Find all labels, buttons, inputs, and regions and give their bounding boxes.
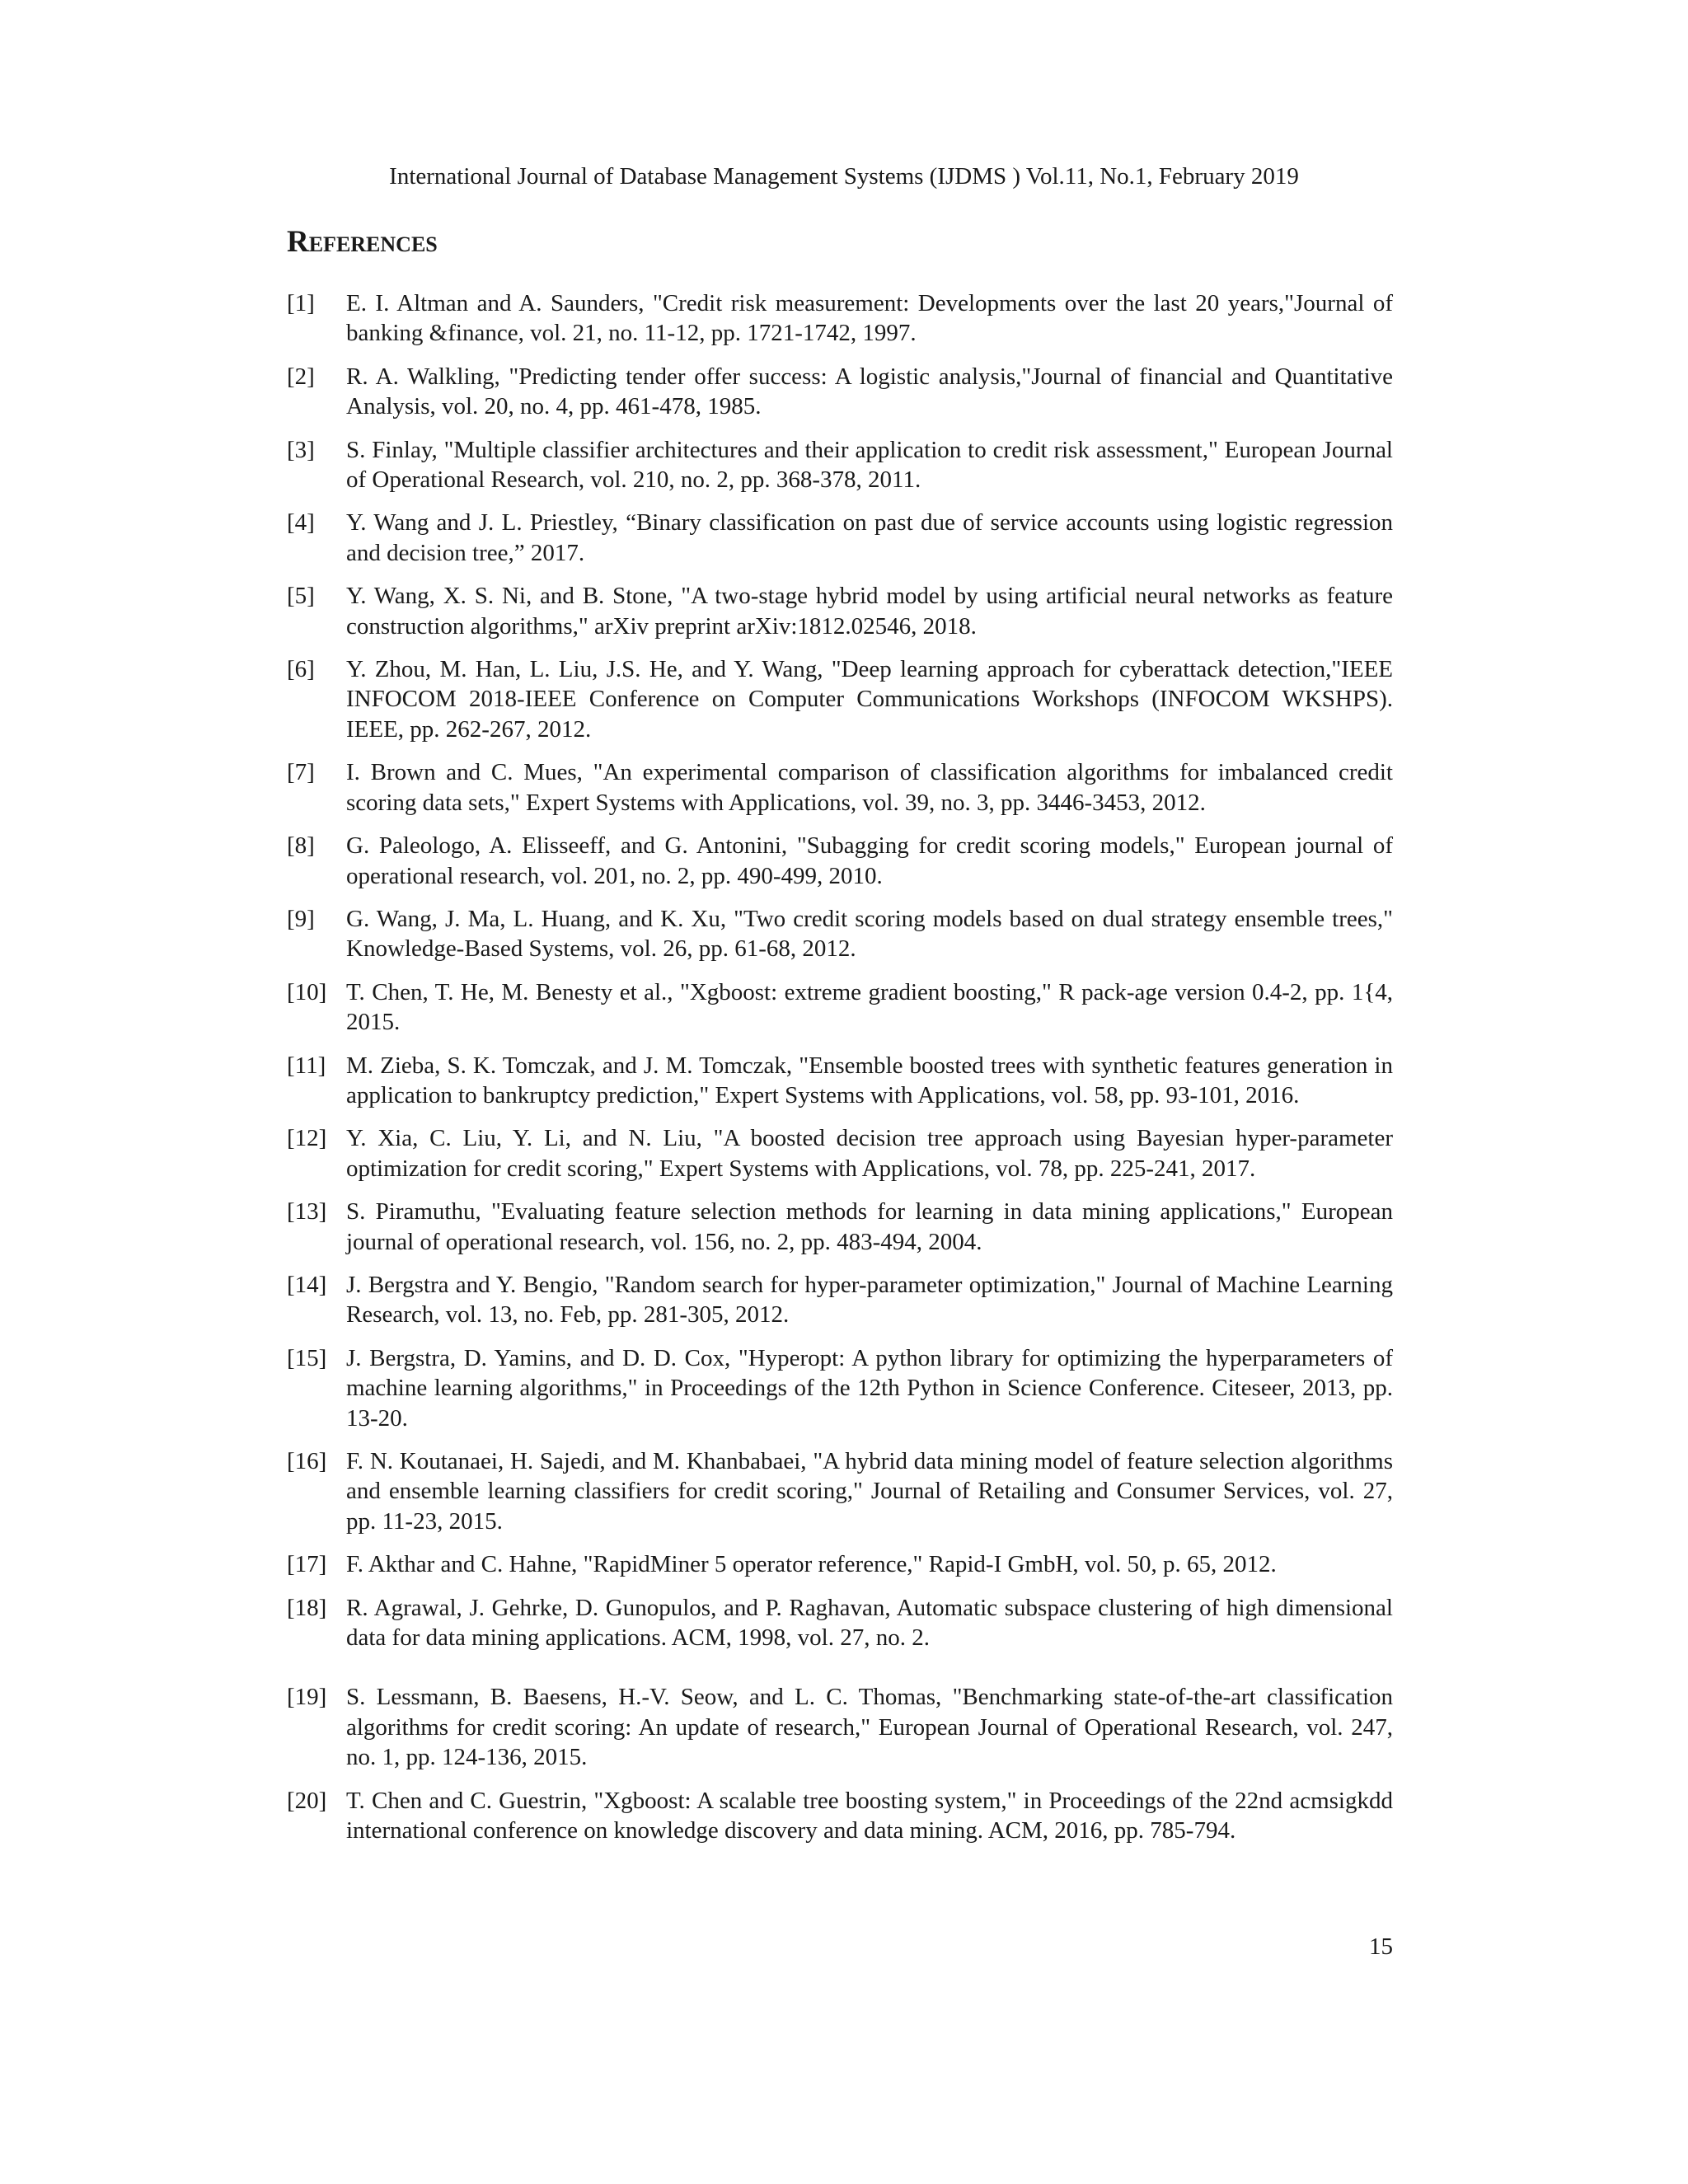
reference-text: T. Chen, T. He, M. Benesty et al., "Xgboost: extreme gradient boosting," R pack-age version 0.4-2, pp. 1{4, 2015. <box>346 978 1393 1036</box>
reference-item <box>287 288 1393 349</box>
reference-text: F. N. Koutanaei, H. Sajedi, and M. Khanbabaei, "A hybrid data mining model of feature selection algorithms and ensemble learning classifiers for credit scoring," Journal of Retailing and Consumer Services, vol. 27, pp. 11-23, 2015. <box>346 1448 1393 1535</box>
reference-item <box>287 904 1393 964</box>
reference-item <box>287 1682 1393 1772</box>
reference-number: [7] <box>287 759 315 786</box>
reference-number: [18] <box>287 1594 327 1621</box>
reference-item <box>287 581 1393 641</box>
reference-text: Y. Xia, C. Liu, Y. Li, and N. Liu, "A boosted decision tree approach using Bayesian hyper-parameter optimization for credit scoring," Expert Systems with Applications, vol. 78, pp. 225-241, 2017. <box>346 1125 1393 1182</box>
reference-item <box>287 831 1393 891</box>
reference-item <box>287 1123 1393 1183</box>
reference-number: [5] <box>287 583 315 610</box>
reference-text: Y. Wang and J. L. Priestley, “Binary classification on past due of service accounts using logistic regression and decision tree,” 2017. <box>346 509 1393 566</box>
reference-item <box>287 435 1393 495</box>
reference-number: [4] <box>287 509 315 537</box>
reference-item <box>287 654 1393 744</box>
reference-number: [13] <box>287 1198 327 1226</box>
reference-text: S. Piramuthu, "Evaluating feature selection methods for learning in data mining applications," European journal of operational research, vol. 156, no. 2, pp. 483-494, 2004. <box>346 1198 1393 1255</box>
reference-text: S. Lessmann, B. Baesens, H.-V. Seow, and L. C. Thomas, "Benchmarking state-of-the-art classification algorithms for credit scoring: An update of research," European Journal of Operational Research, vol. 247, no. 1, pp. 124-136, 2015. <box>346 1684 1393 1771</box>
page-number: 15 <box>1369 1933 1393 1960</box>
reference-text: R. A. Walkling, "Predicting tender offer success: A logistic analysis,"Journal of financial and Quantitative Analysis, vol. 20, no. 4, pp. 461-478, 1985. <box>346 363 1393 420</box>
reference-number: [15] <box>287 1344 327 1371</box>
reference-number: [20] <box>287 1787 327 1814</box>
reference-item <box>287 1593 1393 1653</box>
reference-item <box>287 1051 1393 1111</box>
reference-number: [6] <box>287 656 315 683</box>
reference-text: Y. Zhou, M. Han, L. Liu, J.S. He, and Y. Wang, "Deep learning approach for cyberattack detection,"IEEE INFOCOM 2018-IEEE Conference on Computer Communications Workshops (INFOCOM WKSHPS). IEEE, pp. 262-267, 2012. <box>346 656 1393 743</box>
reference-number: [8] <box>287 832 315 860</box>
reference-text: S. Finlay, "Multiple classifier architectures and their application to credit risk assessment," European Journal of Operational Research, vol. 210, no. 2, pp. 368-378, 2011. <box>346 436 1393 494</box>
reference-text: J. Bergstra, D. Yamins, and D. D. Cox, "Hyperopt: A python library for optimizing the hyperparameters of machine learning algorithms," in Proceedings of the 12th Python in Science Conference. Citeseer, 2013, pp. 13-20. <box>346 1344 1393 1432</box>
reference-item <box>287 1446 1393 1536</box>
reference-number: [16] <box>287 1448 327 1474</box>
reference-number: [2] <box>287 363 315 390</box>
reference-item <box>287 1270 1393 1330</box>
reference-number: [12] <box>287 1125 327 1152</box>
running-header: International Journal of Database Management Systems (IJDMS ) Vol.11, No.1, February 2019 <box>389 163 1299 190</box>
reference-number: [17] <box>287 1551 327 1578</box>
reference-text: R. Agrawal, J. Gehrke, D. Gunopulos, and P. Raghavan, Automatic subspace clustering of high dimensional data for data mining applications. ACM, 1998, vol. 27, no. 2. <box>346 1594 1393 1652</box>
reference-text: E. I. Altman and A. Saunders, "Credit risk measurement: Developments over the last 20 years,"Journal of banking &finance, vol. 21, no. 11-12, pp. 1721-1742, 1997. <box>346 290 1393 347</box>
reference-item <box>287 1197 1393 1257</box>
reference-number: [14] <box>287 1271 327 1298</box>
reference-text: Y. Wang, X. S. Ni, and B. Stone, "A two-stage hybrid model by using artificial neural networks as feature construction algorithms," arXiv preprint arXiv:1812.02546, 2018. <box>346 583 1393 640</box>
reference-number: [1] <box>287 290 315 316</box>
reference-number: [19] <box>287 1684 327 1711</box>
reference-text: F. Akthar and C. Hahne, "RapidMiner 5 operator reference," Rapid-I GmbH, vol. 50, p. 65, 2012. <box>346 1551 1277 1578</box>
reference-text: M. Zieba, S. K. Tomczak, and J. M. Tomczak, "Ensemble boosted trees with synthetic features generation in application to bankruptcy prediction," Expert Systems with Applications, vol. 58, pp. 93-101, 2016. <box>346 1052 1393 1108</box>
reference-item <box>287 362 1393 422</box>
reference-number: [11] <box>287 1052 326 1079</box>
reference-item <box>287 1343 1393 1433</box>
reference-item <box>287 757 1393 818</box>
reference-item <box>287 1786 1393 1846</box>
reference-item <box>287 508 1393 568</box>
reference-number: [9] <box>287 905 315 932</box>
reference-text: G. Paleologo, A. Elisseeff, and G. Antonini, "Subagging for credit scoring models," European journal of operational research, vol. 201, no. 2, pp. 490-499, 2010. <box>346 832 1393 889</box>
reference-text: G. Wang, J. Ma, L. Huang, and K. Xu, "Two credit scoring models based on dual strategy ensemble trees," Knowledge-Based Systems, vol. 26, pp. 61-68, 2012. <box>346 905 1393 963</box>
reference-item <box>287 1549 1393 1579</box>
reference-text: T. Chen and C. Guestrin, "Xgboost: A scalable tree boosting system," in Proceedings of the 22nd acmsigkdd international conference on knowledge discovery and data mining. ACM, 2016, pp. 785-794. <box>346 1787 1393 1844</box>
section-title: References <box>287 225 438 259</box>
reference-text: I. Brown and C. Mues, "An experimental comparison of classification algorithms for imbalanced credit scoring data sets," Expert Systems with Applications, vol. 39, no. 3, pp. 3446-3453, 2012. <box>346 759 1393 816</box>
reference-number: [3] <box>287 436 315 463</box>
reference-list <box>287 288 1393 1858</box>
reference-text: J. Bergstra and Y. Bengio, "Random search for hyper-parameter optimization," Journal of Machine Learning Research, vol. 13, no. Feb, pp. 281-305, 2012. <box>346 1271 1393 1329</box>
reference-number: [10] <box>287 978 327 1005</box>
reference-item <box>287 977 1393 1038</box>
